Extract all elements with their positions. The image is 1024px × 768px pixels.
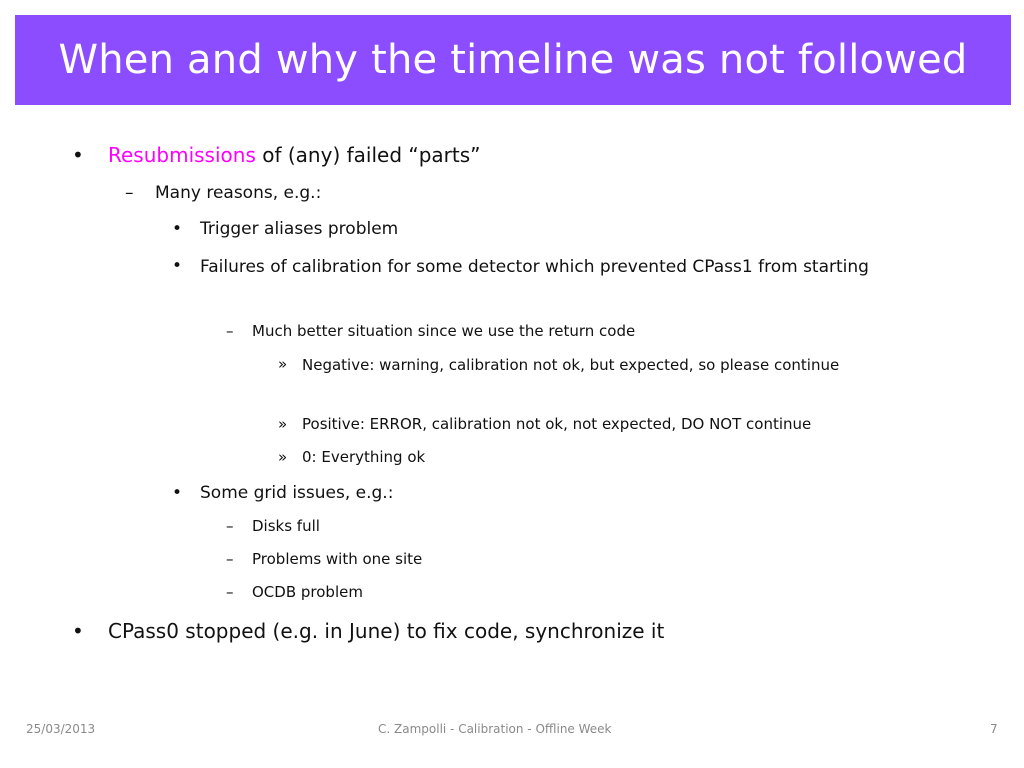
dash-marker: – <box>226 583 234 601</box>
bullet-level4 <box>226 319 635 343</box>
bullet-level3 <box>172 215 398 243</box>
bullet-level5 <box>278 352 912 378</box>
bullet-marker: • <box>72 619 84 643</box>
raquo-marker: » <box>278 355 288 373</box>
bullet-text <box>108 140 481 170</box>
bullet-level3 <box>172 479 393 507</box>
bullet-text: Disks full <box>252 517 320 535</box>
bullet-text: CPass0 stopped (e.g. in June) to fix code, synchronize it <box>108 619 665 643</box>
bullet-text: Failures of calibration for some detector which prevented CPass1 from starting <box>200 257 869 277</box>
bullet-text: OCDB problem <box>252 583 363 601</box>
bullet-level2 <box>125 180 321 206</box>
raquo-marker: » <box>278 415 288 433</box>
bullet-level3 <box>172 252 956 282</box>
footer-center: C. Zampolli - Calibration - Offline Week <box>378 722 612 736</box>
bullet-text: Positive: ERROR, calibration not ok, not expected, DO NOT continue <box>302 415 812 433</box>
footer-page-number: 7 <box>990 722 998 736</box>
dash-marker: – <box>226 550 234 568</box>
slide-title: When and why the timeline was not followed <box>58 37 968 83</box>
bullet-level5 <box>278 412 811 436</box>
bullet-marker: • <box>72 143 84 167</box>
bullet-text: 0: Everything ok <box>302 448 426 466</box>
dash-marker: – <box>125 183 134 203</box>
bullet-text: Problems with one site <box>252 550 423 568</box>
dash-marker: – <box>226 322 234 340</box>
bullet-text: Some grid issues, e.g.: <box>200 483 394 503</box>
accent-text: Resubmissions <box>108 143 256 167</box>
bullet-level4 <box>226 514 320 538</box>
title-bar <box>15 15 1011 105</box>
bullet-level1 <box>72 140 481 170</box>
bullet-text: Many reasons, e.g.: <box>155 183 322 203</box>
bullet-text: Trigger aliases problem <box>200 219 399 239</box>
bullet-marker: • <box>172 219 183 239</box>
bullet-text: Negative: warning, calibration not ok, but expected, so please continue <box>302 356 840 374</box>
bullet-rest-text: of (any) failed “parts” <box>255 143 481 167</box>
dash-marker: – <box>226 517 234 535</box>
bullet-level5 <box>278 445 425 469</box>
raquo-marker: » <box>278 448 288 466</box>
footer-date: 25/03/2013 <box>26 722 96 736</box>
bullet-text: Much better situation since we use the return code <box>252 322 636 340</box>
bullet-marker: • <box>172 256 183 276</box>
bullet-level4 <box>226 547 422 571</box>
bullet-level1 <box>72 616 664 646</box>
bullet-marker: • <box>172 483 183 503</box>
bullet-level4 <box>226 580 363 604</box>
